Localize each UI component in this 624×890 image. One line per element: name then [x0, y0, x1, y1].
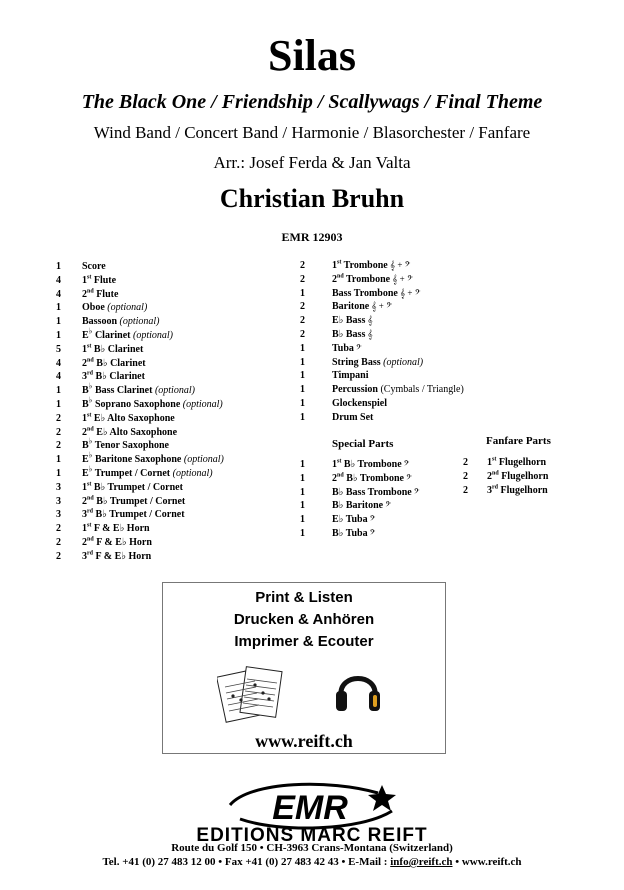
part-row [56, 260, 224, 274]
part-quantity: 2 [463, 470, 468, 482]
part-quantity: 1 [300, 486, 305, 498]
part-label: Bassoon [82, 316, 120, 328]
part-name [82, 395, 223, 412]
part-row [56, 357, 224, 371]
part-quantity: 1 [300, 472, 305, 484]
part-label: Baritone Saxophone [92, 454, 184, 466]
part-note: (optional) [182, 398, 223, 410]
part-row [300, 314, 464, 328]
part-label: B♭ Trumpet / Cornet [91, 481, 183, 493]
part-name [487, 456, 546, 470]
part-note: (optional) [154, 385, 195, 397]
part-name [332, 527, 375, 541]
flat-sign: ♭ [88, 437, 93, 447]
part-prefix: 3 [487, 484, 492, 496]
part-quantity: 3 [56, 509, 61, 521]
part-ordinal: st [87, 412, 92, 419]
part-quantity: 1 [300, 397, 305, 409]
part-row [300, 499, 420, 513]
part-name [487, 484, 548, 498]
part-prefix: 2 [487, 470, 492, 482]
promo-line-german: Drucken & Anhören [233, 611, 375, 628]
special-parts-heading: Special Parts [332, 438, 394, 450]
part-label: Score [82, 261, 106, 272]
part-name [332, 397, 387, 411]
part-name [332, 458, 409, 472]
part-label: Bass Clarinet [92, 385, 155, 397]
promo-url-link[interactable]: www.reift.ch [255, 731, 353, 751]
part-name [332, 300, 392, 314]
part-quantity: 1 [300, 370, 305, 382]
part-row [56, 536, 224, 550]
publisher-name: EDITIONS MARC REIFT [196, 825, 428, 846]
part-label: Flugelhorn [496, 457, 547, 468]
part-label: Clarinet [92, 329, 133, 341]
part-name [82, 481, 183, 495]
flat-sign: ♭ [88, 395, 93, 405]
part-label: B♭ Baritone [332, 500, 384, 512]
part-name [82, 508, 185, 522]
part-label: Flugelhorn [498, 470, 549, 482]
part-quantity: 2 [300, 260, 305, 271]
part-quantity: 2 [463, 457, 468, 468]
part-name [82, 536, 152, 550]
part-label: Trumpet / Cornet [92, 467, 173, 479]
sheet-music-icon [217, 663, 287, 725]
part-name [82, 326, 173, 343]
part-quantity: 4 [56, 274, 61, 286]
part-prefix: B [82, 385, 89, 397]
part-row [56, 439, 224, 453]
fanfare-parts-heading: Fanfare Parts [486, 435, 551, 447]
part-name [332, 499, 391, 513]
part-prefix: 2 [82, 357, 87, 369]
part-name [332, 328, 373, 342]
part-label: Timpani [332, 370, 369, 382]
part-ordinal: nd [87, 357, 94, 364]
part-name [82, 343, 143, 357]
part-name [332, 472, 412, 486]
part-row [56, 450, 224, 467]
part-quantity: 2 [56, 550, 61, 562]
part-name [82, 450, 224, 467]
part-quantity: 4 [56, 288, 61, 300]
part-label: B♭ Clarinet [93, 371, 145, 383]
part-prefix: 1 [332, 260, 337, 271]
part-name [332, 356, 423, 370]
part-name [82, 357, 146, 371]
part-ordinal: nd [337, 472, 344, 479]
part-ordinal: st [87, 274, 92, 281]
parts-list-right [300, 259, 464, 425]
part-note: (optional) [183, 454, 224, 466]
part-quantity: 2 [463, 484, 468, 496]
part-label: Trombone [343, 273, 391, 285]
part-name [82, 288, 118, 302]
part-row [300, 287, 464, 301]
ensemble-line: Wind Band / Concert Band / Harmonie / Blasorchester / Fanfare [93, 123, 531, 142]
part-row [56, 343, 224, 357]
part-prefix: 1 [82, 481, 87, 493]
part-ordinal: rd [87, 371, 93, 378]
part-row [300, 328, 464, 342]
part-label: Flute [93, 288, 119, 300]
part-name [332, 513, 375, 527]
part-name [332, 342, 362, 356]
piece-subtitle: The Black One / Friendship / Scallywags / Final Theme [81, 91, 543, 113]
part-ordinal: st [337, 259, 342, 266]
part-label: B♭ Bass Trombone [332, 486, 412, 498]
contact-website: • www.reift.ch [452, 856, 522, 868]
part-row [300, 273, 464, 287]
part-ordinal: rd [87, 550, 93, 557]
part-quantity: 2 [56, 412, 61, 424]
arranger-line: Arr.: Josef Ferda & Jan Valta [213, 153, 411, 172]
part-row [300, 259, 464, 273]
part-name [332, 259, 410, 273]
part-label: Drum Set [332, 411, 374, 423]
part-row [56, 481, 224, 495]
special-parts-list [300, 458, 420, 541]
part-quantity: 1 [56, 385, 61, 397]
part-quantity: 1 [300, 342, 305, 354]
part-name [82, 260, 106, 274]
part-row [300, 527, 420, 541]
part-prefix: 2 [82, 288, 87, 300]
part-prefix: 3 [82, 550, 87, 562]
part-prefix: 3 [82, 371, 87, 383]
part-row [56, 370, 224, 384]
part-prefix: 1 [487, 457, 492, 468]
part-label: F & E♭ Horn [93, 550, 152, 562]
publisher-address: Route du Golf 150 • CH-3963 Crans-Montana (Switzerland) [171, 842, 453, 854]
part-prefix: 1 [332, 459, 337, 470]
part-quantity: 2 [300, 315, 305, 327]
publisher-contact [0, 856, 624, 868]
part-quantity: 2 [300, 301, 305, 313]
part-note: (optional) [383, 356, 424, 368]
part-quantity: 2 [56, 426, 61, 438]
part-quantity: 2 [56, 440, 61, 452]
part-label: Tenor Saxophone [92, 440, 169, 452]
flat-sign: ♭ [88, 450, 93, 460]
part-row [56, 508, 224, 522]
part-ordinal: nd [87, 288, 94, 295]
part-note: (optional) [119, 316, 160, 328]
part-row [463, 470, 548, 484]
part-row [300, 411, 464, 425]
part-row [56, 395, 224, 412]
part-label: Baritone [332, 301, 370, 313]
part-quantity: 1 [56, 261, 61, 272]
part-prefix: 2 [332, 273, 337, 285]
part-quantity: 1 [56, 454, 61, 466]
part-ordinal: nd [337, 273, 344, 280]
part-prefix: 1 [82, 523, 87, 535]
part-prefix: B [82, 440, 89, 452]
part-name [82, 315, 160, 329]
part-ordinal: nd [492, 470, 499, 477]
part-quantity: 4 [56, 371, 61, 383]
part-name [332, 383, 464, 397]
part-quantity: 1 [300, 527, 305, 539]
part-row [463, 484, 548, 498]
part-name [82, 412, 175, 426]
part-quantity: 1 [300, 384, 305, 396]
part-label: Glockenspiel [332, 397, 388, 409]
part-prefix: 1 [82, 412, 87, 424]
part-label: B♭ Trumpet / Cornet [93, 509, 185, 521]
part-quantity: 2 [56, 523, 61, 535]
logo-text: EMR [272, 789, 348, 827]
part-row [300, 356, 464, 370]
part-quantity: 1 [300, 459, 305, 470]
clef-icon: 𝄢 [405, 472, 412, 483]
part-row [56, 326, 224, 343]
part-label: Tuba [332, 342, 354, 354]
part-quantity: 3 [56, 495, 61, 507]
part-label: B♭ Trumpet / Cornet [93, 495, 186, 507]
clef-icon: 𝄢 [413, 486, 420, 497]
clef-icon: 𝄞 [367, 315, 373, 326]
part-label: E♭ Alto Saxophone [93, 426, 178, 438]
part-quantity: 1 [56, 302, 61, 314]
part-quantity: 1 [56, 398, 61, 410]
part-label: Trombone [341, 260, 388, 271]
part-label: B♭ Trombone [341, 459, 402, 470]
part-ordinal: nd [87, 495, 94, 502]
headphones-icon [333, 659, 383, 715]
part-row [56, 550, 224, 564]
clef-icon: 𝄞 + 𝄢 [392, 273, 413, 284]
promo-line-english: Print & Listen [255, 589, 353, 606]
part-label: B♭ Clarinet [91, 343, 144, 355]
part-ordinal: nd [87, 426, 94, 433]
part-row [300, 342, 464, 356]
part-name [332, 314, 373, 328]
part-prefix: 1 [82, 343, 87, 355]
part-note: (optional) [133, 329, 173, 341]
part-prefix: E [82, 329, 89, 341]
part-row [56, 301, 224, 315]
part-name [82, 550, 151, 564]
part-label: Bass Trombone [332, 287, 398, 299]
part-name [82, 495, 185, 509]
part-note: (optional) [107, 302, 148, 314]
part-name [332, 273, 413, 287]
part-name [487, 470, 548, 484]
part-quantity: 1 [300, 287, 305, 299]
part-label: B♭ Trombone [343, 472, 404, 484]
part-prefix: 2 [332, 472, 337, 484]
part-row [300, 300, 464, 314]
clef-icon: 𝄞 + 𝄢 [389, 260, 411, 270]
part-row [300, 472, 420, 486]
part-row [56, 274, 224, 288]
part-prefix: E [82, 467, 89, 479]
part-note: (optional) [172, 467, 213, 479]
part-quantity: 3 [56, 481, 61, 493]
part-quantity: 4 [56, 357, 61, 369]
part-ordinal: st [337, 458, 342, 465]
part-name [332, 411, 373, 425]
flat-sign: ♭ [88, 326, 93, 336]
part-name [332, 369, 369, 383]
fanfare-parts-list [463, 456, 548, 497]
part-row [56, 464, 224, 481]
part-quantity: 1 [300, 514, 305, 526]
part-label: F & E♭ Horn [91, 523, 150, 535]
part-label: String Bass [332, 356, 384, 368]
part-prefix: B [82, 398, 89, 410]
part-label: F & E♭ Horn [93, 536, 152, 548]
part-name [82, 381, 195, 398]
part-quantity: 1 [300, 411, 305, 423]
part-quantity: 1 [300, 500, 305, 512]
part-name [332, 486, 420, 500]
part-label: B♭ Bass [332, 328, 366, 340]
part-ordinal: st [87, 481, 92, 488]
part-row [56, 412, 224, 426]
piece-title: Silas [267, 31, 357, 80]
part-quantity: 1 [56, 329, 61, 341]
part-label: Flugelhorn [498, 484, 548, 496]
clef-icon: 𝄞 + 𝄢 [399, 287, 421, 298]
part-quantity: 1 [300, 356, 305, 368]
contact-phone-fax: Tel. +41 (0) 27 483 12 00 • Fax +41 (0) 27 483 42 43 • E-Mail : [102, 856, 391, 868]
part-label: E♭ Tuba [332, 514, 368, 526]
part-row [300, 458, 420, 472]
print-listen-box[interactable] [162, 582, 446, 754]
contact-email-link[interactable]: info@reift.ch [390, 856, 453, 868]
part-label: Soprano Saxophone [92, 398, 183, 410]
part-quantity: 2 [56, 536, 61, 548]
part-name [82, 301, 147, 315]
part-ordinal: st [87, 522, 92, 529]
clef-icon: 𝄢 [369, 514, 376, 525]
part-prefix: 3 [82, 509, 87, 521]
part-prefix: E [82, 454, 89, 466]
part-label: B♭ Clarinet [93, 357, 146, 369]
part-name [82, 274, 116, 288]
part-row [300, 369, 464, 383]
promo-line-french: Imprimer & Ecouter [234, 633, 374, 650]
part-ordinal: nd [87, 536, 94, 543]
part-label: E♭ Bass [332, 315, 366, 327]
part-row [463, 456, 548, 470]
part-name [332, 287, 421, 301]
part-name [82, 522, 150, 536]
part-row [56, 381, 224, 398]
part-name [82, 426, 177, 440]
part-quantity: 5 [56, 343, 61, 355]
part-row [56, 315, 224, 329]
part-label: Flute [91, 274, 117, 286]
part-row [56, 288, 224, 302]
clef-icon: 𝄢 [355, 342, 362, 353]
clef-icon: 𝄞 [367, 328, 373, 339]
part-label: E♭ Alto Saxophone [91, 412, 175, 424]
clef-icon: 𝄞 + 𝄢 [371, 301, 392, 312]
part-label: B♭ Tuba [332, 527, 368, 539]
part-row [300, 397, 464, 411]
part-prefix: 1 [82, 274, 87, 286]
part-prefix: 2 [82, 536, 87, 548]
clef-icon: 𝄢 [385, 500, 391, 511]
part-quantity: 1 [56, 316, 61, 328]
part-prefix: 2 [82, 426, 87, 438]
part-row [300, 513, 420, 527]
part-label: Oboe [82, 302, 108, 314]
part-name [82, 439, 169, 453]
part-prefix: 2 [82, 495, 87, 507]
part-label: Percussion [332, 384, 381, 396]
composer-name: Christian Bruhn [219, 184, 405, 213]
part-note: (Cymbals / Triangle) [380, 384, 464, 396]
part-quantity: 2 [300, 328, 305, 340]
part-quantity: 1 [56, 467, 61, 479]
clef-icon: 𝄢 [403, 459, 410, 469]
part-row [300, 486, 420, 500]
part-quantity: 2 [300, 273, 305, 285]
part-row [56, 426, 224, 440]
clef-icon: 𝄢 [369, 527, 376, 538]
part-row [56, 522, 224, 536]
flat-sign: ♭ [88, 464, 93, 474]
part-ordinal: st [87, 343, 92, 350]
parts-list-left [56, 260, 224, 564]
part-name [82, 464, 213, 481]
part-row [300, 383, 464, 397]
part-row [56, 495, 224, 509]
part-ordinal: st [492, 456, 497, 463]
part-ordinal: rd [87, 509, 93, 516]
catalog-number: EMR 12903 [281, 230, 343, 244]
part-ordinal: rd [492, 484, 498, 491]
flat-sign: ♭ [88, 381, 93, 391]
